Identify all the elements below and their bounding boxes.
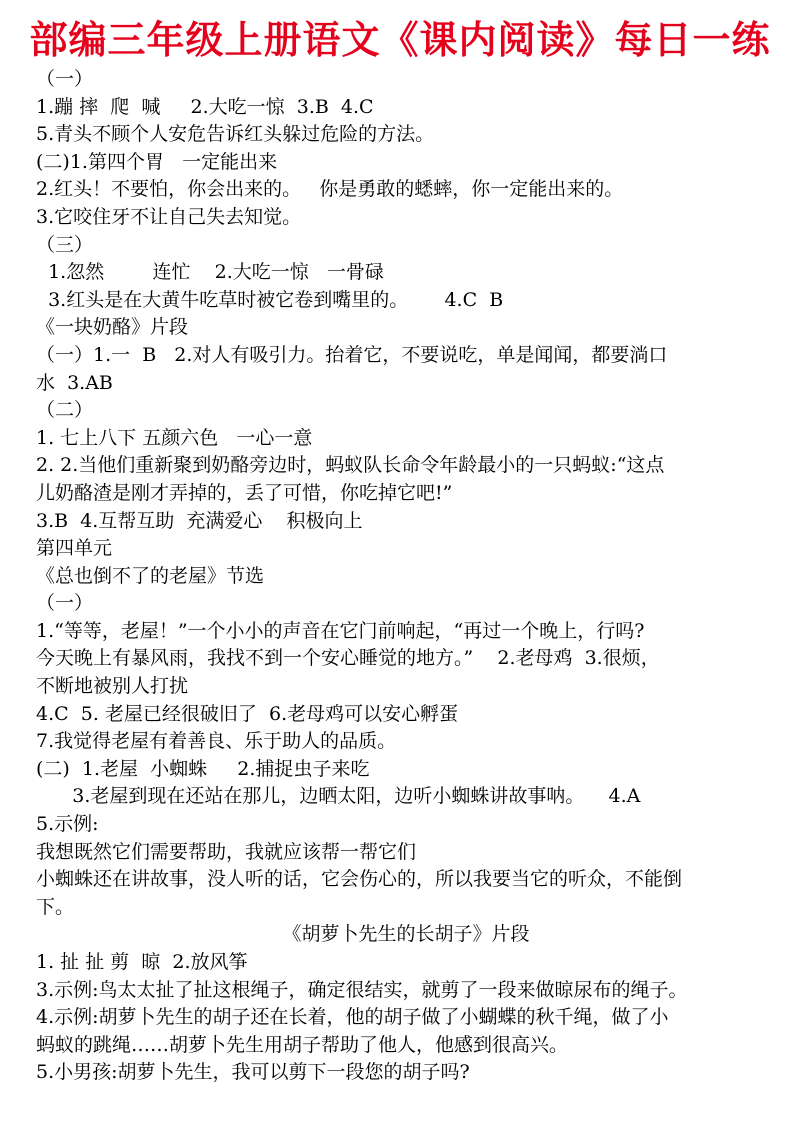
answer-line: 4.C 5. 老屋已经很破旧了 6.老母鸡可以安心孵蛋 <box>36 702 459 725</box>
answer-line: （一） <box>36 68 94 90</box>
answer-line: 2.红头！不要怕，你会出来的。 你是勇敢的蟋蟀，你一定能出来的。 <box>36 178 624 201</box>
answer-line: 5.示例: <box>36 813 99 836</box>
answer-line: 7.我觉得老屋有着善良、乐于助人的品质。 <box>36 730 397 753</box>
answer-line: 2. 2.当他们重新聚到奶酪旁边时，蚂蚁队长命令年龄最小的一只蚂蚁:“这点 <box>36 454 665 477</box>
answer-line: 3.B 4.互帮互助 充满爱心 积极向上 <box>36 509 363 532</box>
answer-line: 3.老屋到现在还站在那儿，边晒太阳，边听小蜘蛛讲故事呐。 4.A <box>36 785 641 808</box>
answer-line: 蚂蚁的跳绳……胡萝卜先生用胡子帮助了他人，他感到很高兴。 <box>36 1033 569 1056</box>
answer-line: 1. 七上八下 五颜六色 一心一意 <box>36 426 313 449</box>
answer-line: 不断地被别人打扰 <box>36 675 189 698</box>
answer-line: 1.“等等，老屋！”一个小小的声音在它门前响起，“再过一个晚上，行吗? <box>36 619 645 642</box>
answer-line: (二)1.第四个胃 一定能出来 <box>36 150 278 173</box>
answer-line: 1.蹦 摔 爬 喊 2.大吃一惊 3.B 4.C <box>36 95 374 118</box>
answer-line: （一） <box>36 592 94 615</box>
answer-line: 《总也倒不了的老屋》节选 <box>36 564 265 587</box>
answer-line: 3.它咬住牙不让自己失去知觉。 <box>36 205 302 228</box>
answer-content <box>36 66 776 1087</box>
answer-line: （三） <box>36 233 94 256</box>
page-title: 部编三年级上册语文《课内阅读》每日一练 <box>29 17 771 62</box>
answer-line: 1. 扯 扯 剪 晾 2.放风筝 <box>36 951 248 973</box>
answer-line: 5.青头不顾个人安危告诉红头躲过危险的方法。 <box>36 123 435 146</box>
answer-line: 第四单元 <box>36 537 113 560</box>
answer-line: 下。 <box>36 895 75 918</box>
answer-line: 1.忽然 连忙 2.大吃一惊 一骨碌 <box>36 261 384 284</box>
answer-line: 3.示例:鸟太太扯了扯这根绳子，确定很结实，就剪了一段来做晾尿布的绳子。 <box>36 978 688 1001</box>
answer-line: 我想既然它们需要帮助，我就应该帮一帮它们 <box>36 840 417 863</box>
answer-line: 5.小男孩:胡萝卜先生，我可以剪下一段您的胡子吗? <box>36 1061 470 1084</box>
answer-line: 水 3.AB <box>36 371 113 394</box>
answer-line: 儿奶酪渣是刚才弄掉的，丢了可惜，你吃掉它吧!” <box>36 481 453 504</box>
answer-line: (二) 1.老屋 小蜘蛛 2.捕捉虫子来吃 <box>36 757 370 780</box>
answer-line: 3.红头是在大黄牛吃草时被它卷到嘴里的。 4.C B <box>36 288 504 311</box>
answer-line: （一）1.一 B 2.对人有吸引力。抬着它，不要说吃，单是闻闻，都要淌口 <box>36 343 668 366</box>
answer-line: 4.示例:胡萝卜先生的胡子还在长着，他的胡子做了小蝴蝶的秋千绳，做了小 <box>36 1006 669 1029</box>
answer-line: 《一块奶酪》片段 <box>36 316 189 339</box>
answer-line: 今天晚上有暴风雨，我找不到一个安心睡觉的地方。” 2.老母鸡 3.很烦， <box>36 647 660 670</box>
answer-line: （二） <box>36 399 94 422</box>
answer-line: 小蜘蛛还在讲故事，没人听的话，它会伤心的，所以我要当它的听众，不能倒 <box>36 868 683 891</box>
answer-line: 《胡萝卜先生的长胡子》片段 <box>282 923 530 946</box>
